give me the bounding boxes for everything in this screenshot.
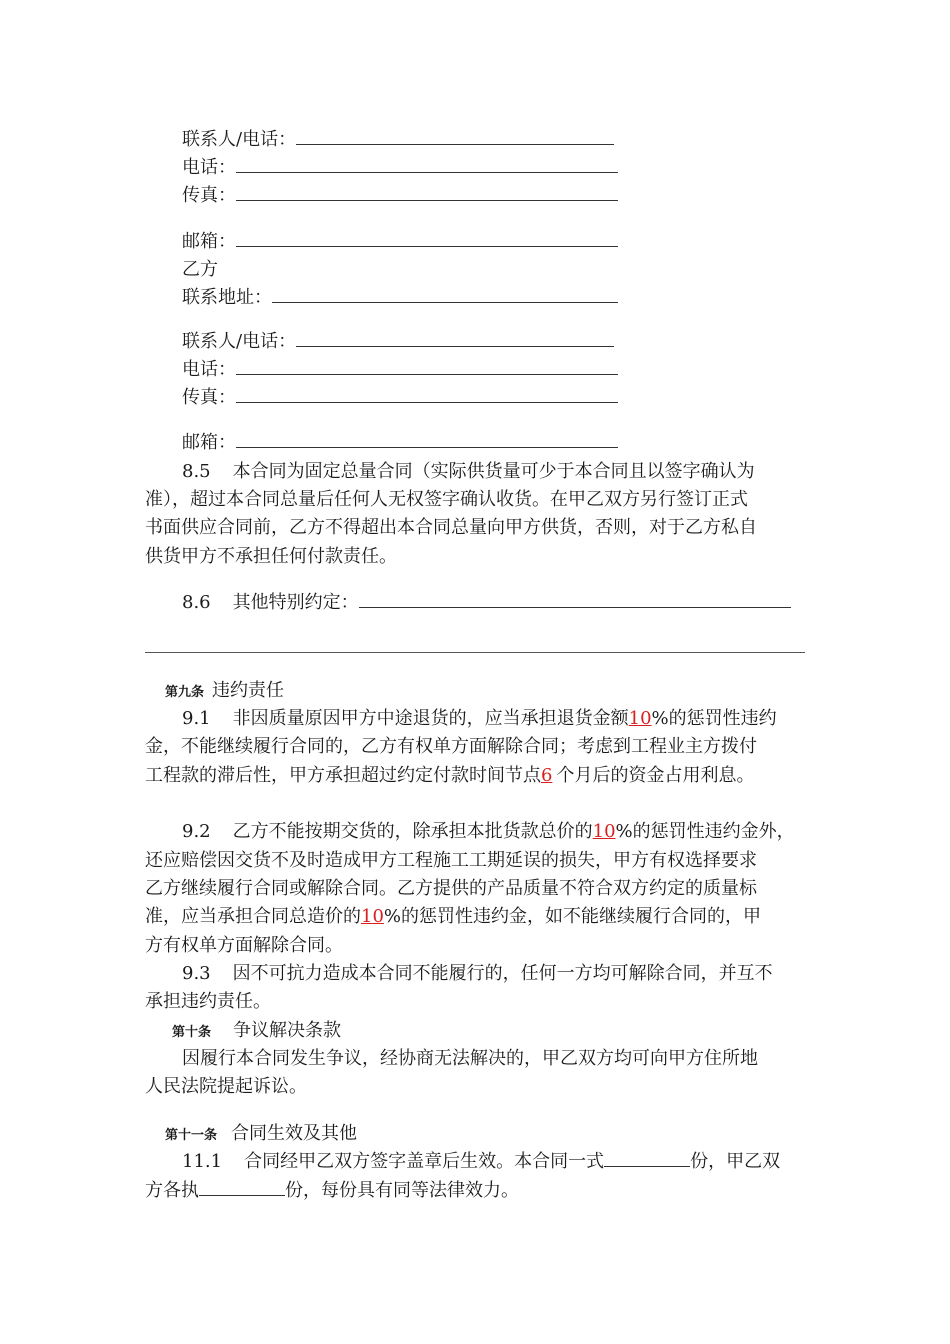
clause-9-2-text-4b: %的惩罚性违约金，如不能继续履行合同的，甲 — [383, 906, 762, 927]
partyA-contact-phone-blank[interactable] — [296, 126, 614, 145]
article-10-line-1: 因履行本合同发生争议，经协商无法解决的，甲乙双方均可向甲方住所地 — [182, 1048, 758, 1069]
clause-9-2-text-1b: %的惩罚性违约金外， — [615, 821, 795, 842]
clause-9-2-quality-penalty-rate: 10 — [361, 906, 384, 927]
article-11-heading-row — [165, 1120, 357, 1150]
article-9-heading: 第九条 — [165, 685, 205, 700]
partyA-email-row — [182, 228, 618, 256]
clause-8-6-label: 其他特别约定： — [232, 592, 359, 613]
partyB-phone-label: 电话： — [182, 359, 236, 380]
article-10-heading-row — [172, 1017, 341, 1047]
clause-11-1-copies-blank[interactable] — [604, 1148, 690, 1167]
article-10-line-2: 人民法院提起诉讼。 — [145, 1076, 307, 1097]
partyA-email-label: 邮箱： — [182, 231, 236, 252]
clause-11-1-number: 11.1 — [182, 1151, 223, 1172]
clause-8-5-line-4: 供货甲方不承担任何付款责任。 — [145, 546, 397, 567]
partyB-address-blank[interactable] — [272, 284, 618, 303]
clause-9-1-line-2: 金，不能继续履行合同的，乙方有权单方面解除合同；考虑到工程业主方拨付 — [145, 736, 757, 757]
article-11-heading: 第十一条 — [165, 1128, 218, 1143]
clause-8-5-text-1: 本合同为固定总量合同（实际供货量可少于本合同且以签字确认为 — [232, 461, 755, 482]
partyB-email-blank[interactable] — [236, 429, 618, 448]
partyB-contact-phone-label: 联系人/电话： — [182, 331, 297, 352]
clause-9-2-line-4 — [145, 903, 761, 931]
clause-9-2-penalty-rate: 10 — [592, 821, 616, 842]
clause-9-2-text-1a: 乙方不能按期交货的，除承担本批货款总价的 — [232, 821, 593, 842]
partyA-contact-phone-row — [182, 126, 614, 154]
clause-9-3-number: 9.3 — [182, 963, 211, 984]
partyB-phone-blank[interactable] — [236, 356, 618, 375]
clause-11-1-line-2 — [145, 1177, 519, 1205]
clause-9-1-text-3a: 工程款的滞后性，甲方承担超过约定付款时间节点 — [145, 765, 541, 786]
clause-9-1-text-1b: %的惩罚性违约 — [651, 708, 777, 729]
partyB-address-row — [182, 284, 618, 312]
clause-9-1-text-1a: 非因质量原因甲方中途退货的，应当承担退货金额 — [232, 708, 629, 729]
clause-9-1-number: 9.1 — [182, 708, 211, 729]
partyA-contact-phone-label: 联系人/电话： — [182, 129, 297, 150]
article-10-heading: 第十条 — [172, 1025, 212, 1040]
article-9-title: 违约责任 — [212, 680, 285, 701]
clause-11-1-each-copies-blank[interactable] — [199, 1177, 285, 1196]
clause-8-6-blank[interactable] — [359, 589, 791, 608]
clause-8-5-line-1 — [182, 458, 755, 486]
article-10-title: 争议解决条款 — [233, 1020, 342, 1041]
clause-9-1-text-3b: 个月后的资金占用利息。 — [556, 765, 755, 786]
clause-9-3-line-2: 承担违约责任。 — [145, 991, 271, 1012]
clause-11-1-line-1 — [182, 1148, 780, 1176]
clause-9-3-line-1 — [182, 960, 773, 988]
clause-8-6-number: 8.6 — [182, 592, 211, 613]
clause-8-6-blank-line-2[interactable] — [145, 652, 805, 653]
partyA-phone-row — [182, 154, 618, 182]
partyB-fax-label: 传真： — [182, 387, 236, 408]
partyB-contact-phone-row — [182, 328, 614, 356]
clause-9-3-text-1: 因不可抗力造成本合同不能履行的，任何一方均可解除合同，并互不 — [232, 963, 773, 984]
partyB-email-row — [182, 429, 618, 457]
clause-8-5-line-2: 准），超过本合同总量后任何人无权签字确认收货。在甲乙双方另行签订正式 — [145, 489, 748, 510]
partyA-phone-label: 电话： — [182, 157, 236, 178]
partyB-address-label: 联系地址： — [182, 287, 272, 308]
clause-9-2-number: 9.2 — [182, 821, 211, 842]
clause-9-1-line-1 — [182, 705, 777, 733]
clause-11-1-text-1b: 份，甲乙双 — [690, 1151, 781, 1172]
partyB-title: 乙方 — [182, 259, 218, 280]
partyA-fax-row — [182, 182, 618, 210]
clause-8-5-line-3: 书面供应合同前，乙方不得超出本合同总量向甲方供货，否则，对于乙方私自 — [145, 517, 757, 538]
article-11-title: 合同生效及其他 — [231, 1123, 358, 1144]
article-9-heading-row — [165, 677, 284, 707]
clause-9-2-line-5: 方有权单方面解除合同。 — [145, 935, 343, 956]
clause-9-2-text-4a: 准，应当承担合同总造价的 — [145, 906, 361, 927]
clause-9-2-line-3: 乙方继续履行合同或解除合同。乙方提供的产品质量不符合双方约定的质量标 — [145, 878, 757, 899]
partyB-email-label: 邮箱： — [182, 432, 236, 453]
partyA-fax-label: 传真： — [182, 185, 236, 206]
clause-8-6-row — [182, 589, 791, 617]
clause-9-2-line-2: 还应赔偿因交货不及时造成甲方工程施工工期延误的损失，甲方有权选择要求 — [145, 850, 757, 871]
clause-8-5-number: 8.5 — [182, 461, 211, 482]
partyA-email-blank[interactable] — [236, 228, 618, 247]
clause-9-1-line-3 — [145, 762, 754, 790]
clause-11-1-text-2b: 份，每份具有同等法律效力。 — [285, 1180, 519, 1201]
partyB-fax-row — [182, 384, 618, 412]
partyB-fax-blank[interactable] — [236, 384, 618, 403]
clause-9-1-months: 6 — [541, 765, 553, 786]
partyB-phone-row — [182, 356, 618, 384]
partyA-fax-blank[interactable] — [236, 182, 618, 201]
clause-9-2-line-1 — [182, 818, 795, 846]
partyB-contact-phone-blank[interactable] — [296, 328, 614, 347]
clause-9-1-penalty-rate: 10 — [628, 708, 652, 729]
clause-11-1-text-2a: 方各执 — [145, 1180, 199, 1201]
partyA-phone-blank[interactable] — [236, 154, 618, 173]
clause-11-1-text-1a: 合同经甲乙双方签字盖章后生效。本合同一式 — [244, 1151, 605, 1172]
